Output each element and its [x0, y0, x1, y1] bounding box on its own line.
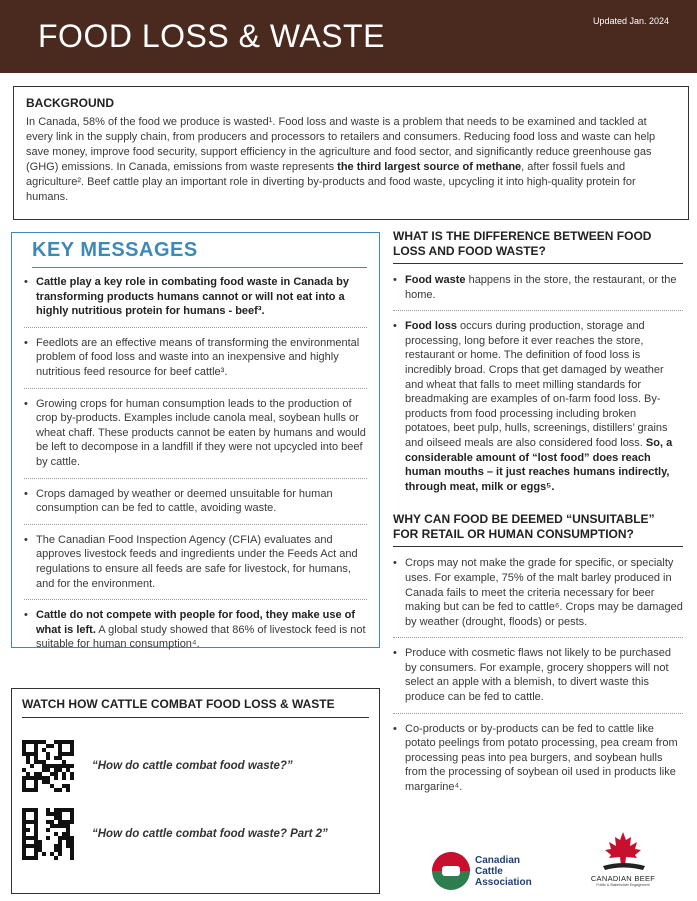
updated-date: Updated Jan. 2024 — [592, 16, 669, 26]
video-caption-1[interactable]: “How do cattle combat food waste?” — [92, 760, 293, 772]
canadian-beef-logo — [567, 830, 679, 896]
qr-code-icon[interactable] — [22, 740, 74, 792]
background-heading: BACKGROUND — [26, 96, 114, 110]
list-item — [24, 275, 367, 328]
watch-heading: WATCH HOW CATTLE COMBAT FOOD LOSS & WASTE — [22, 697, 369, 718]
difference-heading: WHAT IS THE DIFFERENCE BETWEEN FOOD LOSS AND FOOD WASTE? — [393, 229, 683, 264]
key-message-2: Feedlots are an effective means of transforming the environmental problem of food loss and waste into an inexpensive and highly nutritious feed resource for beef cattle³. — [36, 336, 360, 378]
list-item — [24, 533, 367, 600]
qr-code-icon[interactable] — [22, 808, 74, 860]
list-item — [24, 487, 367, 525]
key-message-6-bold: Cattle do not compete with people for food, they make use of what is left. — [36, 609, 356, 636]
background-text-part1: In Canada, 58% of the food we produce is wasted¹. Food loss and waste is a problem that needs to be examined and tackled at every link in the supply chain, from producers and processors to retailers and consumers. Reducing food loss and waste can help save money, improve food security, support efficiency in the agriculture and food sector, and significantly reduce greenhouse gas (GHG) emissions. In Canada, emissions from waste represents — [26, 116, 656, 173]
cca-line-1: Canadian — [475, 854, 521, 866]
background-text-bold: the third largest source of methane — [337, 161, 522, 173]
beef-subtitle: Public & Stakeholder Engagement — [596, 883, 650, 887]
food-waste-definition: happens in the store, the restaurant, or the home. — [405, 274, 677, 301]
food-loss-definition: occurs during production, storage and processing, long before it ever reaches the store, restaurant or home. The definition of food loss is incredibly broad. Crops that get damaged by weather and wheat that falls to meet milling standards for breadmaking are examples of on-farm food loss. By-products from food processing including broken potatoes, beet pulp, hulls, screenings, distillers’ grains and oilseed meals are also considered food loss. — [405, 320, 668, 449]
unsuitable-reason-3: Co-products or by-products can be fed to cattle like potato peelings from potato processing, pea cream from processing peas into pea burgers, and soybean hulls from the processing of soybean oil used in products like margarine⁴. — [405, 722, 678, 794]
list-item — [393, 556, 683, 638]
logos — [432, 830, 682, 896]
right-column — [393, 229, 683, 811]
list-item — [393, 646, 683, 713]
list-item — [24, 608, 367, 660]
beef-wordmark: CANADIAN BEEF — [590, 874, 656, 883]
food-loss-conclusion: So, a considerable amount of “lost food” does reach human mouths – it just reaches humans indirectly, through meat, milk or eggs⁵. — [405, 436, 673, 493]
cca-line-2: Cattle — [475, 865, 503, 877]
list-item — [393, 722, 683, 803]
video-link-2[interactable] — [22, 808, 362, 860]
key-message-3: Growing crops for human consumption leads to the production of crop by-products. Examples include canola meal, soybean hulls or wheat chaff. These products cannot be eaten by humans and would be left to decompose in a landfill if they were not upcycled into beef by cattle. — [36, 397, 366, 468]
list-item — [24, 336, 367, 389]
background-text-part2: , after fossil fuels and agriculture². Beef cattle play an important role in diverting by-products and food waste, upcycling it into high-quality protein for humans. — [26, 161, 636, 203]
video-caption-2[interactable]: “How do cattle combat food waste? Part 2” — [92, 828, 328, 840]
cca-emblem-icon — [432, 852, 470, 890]
cca-line-3: Association — [475, 876, 532, 888]
unsuitable-reason-1: Crops may not make the grade for specific, or specialty uses. For example, 75% of the malt barley produced in Canada fails to meet the criteria necessary for beer making but can be fed to cattle⁶. Crops may be damaged by weather (drought, floods) or pests. — [405, 557, 683, 628]
list-item — [24, 397, 367, 479]
unsuitable-list — [393, 556, 683, 802]
maple-leaf-icon — [595, 830, 651, 874]
unsuitable-heading: WHY CAN FOOD BE DEEMED “UNSUITABLE” FOR RETAIL OR HUMAN CONSUMPTION? — [393, 512, 683, 547]
food-waste-term: Food waste — [405, 274, 466, 286]
key-message-6-rest: A global study showed that 86% of livestock feed is not suitable for human consumption⁴. — [36, 623, 366, 651]
key-message-5: The Canadian Food Inspection Agency (CFIA) evaluates and approves livestock feeds and ingredients under the Feeds Act and regulations to ensure all feeds are safe for livestock, for humans, and for the environment. — [36, 533, 358, 590]
key-messages-section — [11, 232, 380, 651]
video-link-1[interactable] — [22, 740, 362, 792]
difference-list — [393, 273, 683, 502]
key-message-1: Cattle play a key role in combating food waste in Canada by transforming products humans cannot or will not eat into a highly nutritious protein for humans - beef³. — [36, 276, 349, 318]
cca-logo — [432, 852, 532, 890]
background-text — [26, 115, 676, 205]
key-messages-heading: KEY MESSAGES — [32, 239, 367, 268]
list-item — [393, 273, 683, 311]
page-title: FOOD LOSS & WASTE — [38, 18, 385, 54]
food-loss-term: Food loss — [405, 320, 457, 333]
key-messages-list — [24, 275, 367, 660]
unsuitable-section — [393, 512, 683, 802]
cca-wordmark — [475, 855, 532, 888]
unsuitable-reason-2: Produce with cosmetic flaws not likely to be purchased by consumers. For example, grocery shoppers will not select an apple with a blemish, to divert waste this produce can be fed to cattle. — [405, 647, 671, 704]
background-section — [13, 86, 689, 220]
list-item — [393, 319, 683, 502]
page-header — [0, 0, 697, 73]
key-message-4: Crops damaged by weather or deemed unsuitable for human consumption can be fed to cattle, avoiding waste. — [36, 487, 333, 515]
